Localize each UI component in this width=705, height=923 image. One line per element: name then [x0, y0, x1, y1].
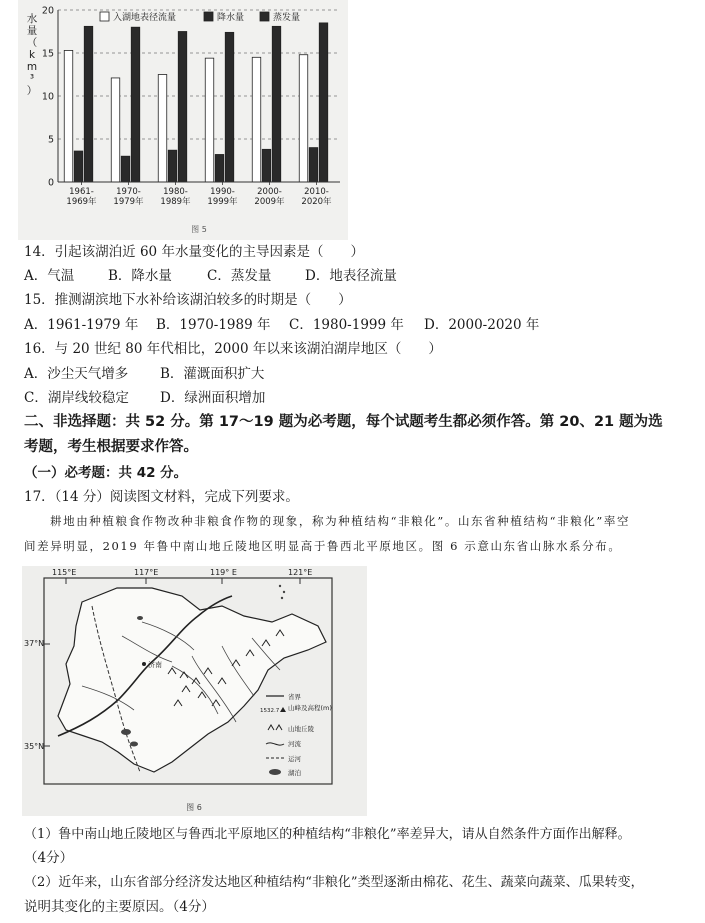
- y-tick-label-20: 20: [41, 5, 54, 17]
- question-15: 15．推测湖滨地下水补给该湖泊较多的时期是（ ）: [24, 292, 352, 308]
- y-tick-label-10: 10: [41, 91, 54, 103]
- legend-hill-label: 山地丘陵: [288, 725, 314, 733]
- legend-lake-label: 湖泊: [288, 769, 301, 777]
- x-tick-label-0: 1961-1969年: [66, 187, 97, 207]
- section-2-subheading: （一）必考题：共 42 分。: [24, 465, 188, 481]
- option-15-b: B．1970-1989 年: [156, 317, 271, 333]
- bar-runoff-0: [64, 50, 73, 182]
- legend-river-label: 河流: [288, 740, 301, 748]
- bar-runoff-3: [205, 58, 214, 182]
- bar-precip-3: [215, 154, 224, 182]
- bar-precip-1: [121, 156, 130, 182]
- province-boundary: [58, 588, 326, 772]
- question-14-options: [24, 267, 684, 285]
- question-17-2-line2: 说明其变化的主要原因。（4分）: [24, 899, 215, 915]
- option-14-b: B．降水量: [108, 268, 172, 284]
- y-axis-label: 水量（ k m ³ ）: [26, 13, 38, 97]
- option-15-d: D．2000-2020 年: [424, 317, 540, 333]
- question-16: 16．与 20 世纪 80 年代相比，2000 年以来该湖泊湖岸地区（ ）: [24, 341, 442, 357]
- map-caption: 图 6: [186, 803, 202, 812]
- bar-evap-5: [319, 23, 328, 182]
- city-label: 济南: [148, 661, 162, 669]
- legend-river-symbol: [266, 743, 284, 745]
- legend-canal-label: 运河: [288, 755, 301, 763]
- chart-legend: [100, 11, 300, 23]
- x-tick-label-4: 2000-2009年: [254, 187, 285, 207]
- legend-swatch-2: [260, 12, 269, 21]
- option-15-a: A．1961-1979 年: [24, 317, 139, 333]
- lon-label-119: 119° E: [210, 568, 237, 577]
- bar-runoff-5: [299, 55, 308, 182]
- bar-evap-3: [225, 32, 234, 182]
- bar-runoff-1: [111, 78, 120, 182]
- y-axis-ticks: [42, 6, 54, 189]
- y-tick-label-15: 15: [41, 48, 54, 60]
- city-marker: [142, 662, 146, 666]
- legend-lake-symbol: [269, 769, 281, 775]
- question-16-options-row1: [24, 365, 684, 383]
- section-2-heading-line2: 考题，考生根据要求作答。: [24, 439, 198, 455]
- bar-chart-svg: [18, 0, 348, 240]
- lon-label-117: 117°E: [134, 568, 159, 577]
- x-tick-label-1: 1970-1979年: [113, 187, 144, 207]
- legend-peak-label: 山峰及高程(m): [288, 704, 332, 712]
- x-axis-ticks: [66, 182, 332, 207]
- y-tick-label-5: 5: [47, 134, 54, 146]
- option-15-c: C．1980-1999 年: [289, 317, 404, 333]
- legend-hill-symbol: [268, 725, 282, 730]
- bars: [64, 23, 328, 182]
- bar-evap-2: [178, 32, 187, 183]
- chart-caption: 图 5: [191, 225, 207, 234]
- option-16-a: A．沙尘天气增多: [24, 366, 129, 382]
- lat-label-37: 37°N: [24, 639, 45, 648]
- y-tick-label-0: 0: [47, 177, 54, 189]
- legend-label-1: 降水量: [217, 13, 245, 23]
- bar-evap-0: [84, 26, 93, 182]
- x-tick-label-2: 1980-1989年: [160, 187, 191, 207]
- bar-runoff-2: [158, 75, 167, 183]
- option-16-c: C．湖岸线较稳定: [24, 390, 129, 406]
- option-16-b: B．灌溉面积扩大: [160, 366, 265, 382]
- bar-evap-4: [272, 26, 281, 182]
- legend-boundary-label: 省界: [288, 693, 301, 701]
- option-14-d: D．地表径流量: [305, 268, 397, 284]
- option-14-a: A．气温: [24, 268, 75, 284]
- figure-6-map: [22, 566, 367, 816]
- question-17-1-line2: （4分）: [24, 850, 74, 866]
- legend-swatch-0: [100, 12, 109, 21]
- question-17-material-line2: 间差异明显，2019 年鲁中南山地丘陵地区明显高于鲁西北平原地区。图 6 示意山东省山脉水系分布。: [24, 539, 622, 553]
- option-16-d: D．绿洲面积增加: [160, 390, 266, 406]
- question-14: 14．引起该湖泊近 60 年水量变化的主导因素是（ ）: [24, 244, 364, 260]
- islands: [279, 585, 285, 599]
- bar-precip-4: [262, 149, 271, 182]
- lon-label-121: 121°E: [288, 568, 313, 577]
- figure-5-chart: [18, 0, 348, 240]
- map-svg: [22, 566, 367, 816]
- question-16-options-row2: [24, 389, 684, 407]
- question-17-2-line1: （2）近年来，山东省部分经济发达地区种植结构“非粮化”类型逐渐由棉花、花生、蔬菜向蔬菜、瓜果转变，: [24, 875, 644, 890]
- question-17-material-line1: 耕地由种植粮食作物改种非粮食作物的现象，称为种植结构“非粮化”。山东省种植结构“非粮化”率空: [50, 514, 631, 528]
- bar-precip-2: [168, 150, 177, 182]
- bar-precip-5: [309, 148, 318, 182]
- section-2-heading-line1: 二、非选择题：共 52 分。第 17～19 题为必考题，每个试题考生都必须作答。第 20、21 题为选: [24, 414, 663, 430]
- map-legend: [260, 692, 332, 777]
- question-17-1-line1: （1）鲁中南山地丘陵地区与鲁西北平原地区的种植结构“非粮化”率差异大，请从自然条件方面作出解释。: [24, 827, 631, 842]
- legend-label-2: 蒸发量: [273, 13, 301, 23]
- bar-precip-0: [74, 151, 83, 182]
- bar-evap-1: [131, 27, 140, 182]
- legend-peak-symbol: [280, 707, 286, 712]
- legend-peak-value: 1532.7: [260, 708, 280, 714]
- question-17-title: 17．（14 分）阅读图文材料，完成下列要求。: [24, 489, 299, 505]
- question-15-options: [24, 316, 684, 334]
- legend-swatch-1: [204, 12, 213, 21]
- x-tick-label-5: 2010-2020年: [301, 187, 332, 207]
- lat-label-35: 35°N: [24, 742, 45, 751]
- lon-label-115: 115°E: [52, 568, 77, 577]
- option-14-c: C．蒸发量: [207, 268, 272, 284]
- x-tick-label-3: 1990-1999年: [207, 187, 238, 207]
- bar-runoff-4: [252, 57, 261, 182]
- legend-label-0: 入湖地表径流量: [113, 13, 177, 23]
- grid-lines: [58, 10, 340, 139]
